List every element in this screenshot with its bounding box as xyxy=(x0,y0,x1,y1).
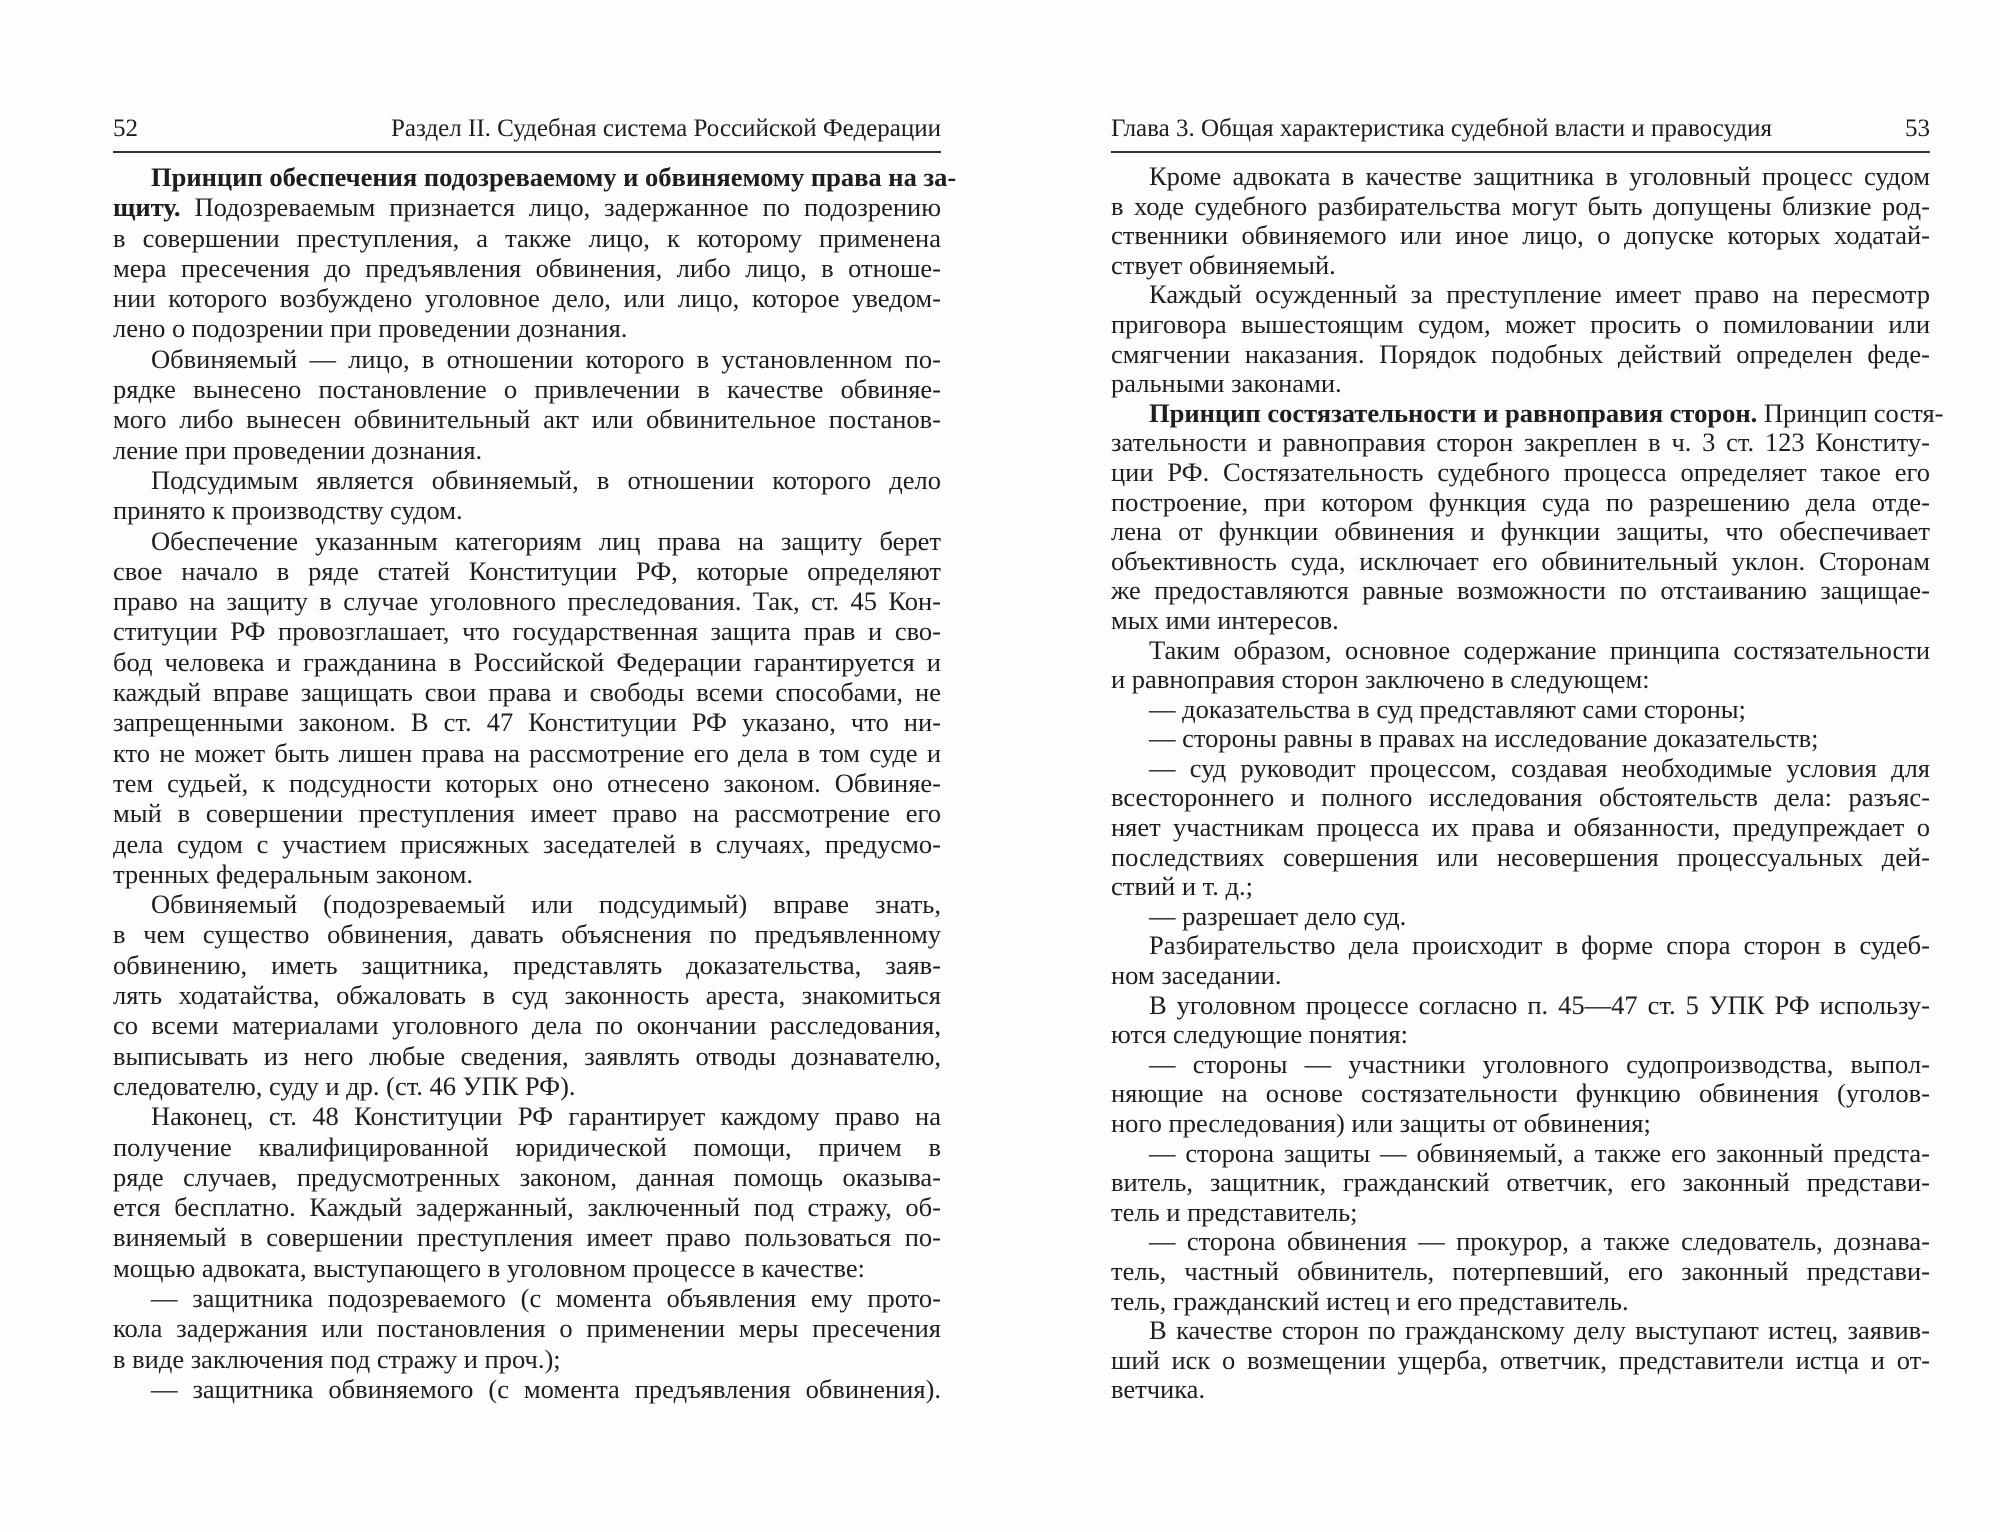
text-line xyxy=(113,1374,941,1404)
section-title: Раздел II. Судебная система Российской Федерации xyxy=(391,115,941,142)
text-line xyxy=(1111,1050,1930,1080)
text-line xyxy=(113,1192,941,1222)
text-line xyxy=(113,1313,941,1343)
text-line xyxy=(113,1132,941,1162)
line-text: построение, при котором функция суда по разрешению дела отде- xyxy=(1111,486,1930,517)
page-number: 53 xyxy=(1905,115,1930,142)
line-text: принято к производству судом. xyxy=(113,495,463,526)
line-text: ший иск о возмещении ущерба, ответчик, представители истца и от- xyxy=(1111,1344,1930,1375)
line-text: мого либо вынесен обвинительный акт или обвинительное постанов- xyxy=(113,404,941,435)
text-line xyxy=(1111,1198,1930,1228)
text-line xyxy=(113,980,941,1010)
line-text: право на защиту в случае уголовного преследования. Так, ст. 45 Кон- xyxy=(113,586,941,617)
header-rule xyxy=(1111,151,1930,153)
text-line xyxy=(1111,310,1930,340)
text-line xyxy=(113,1344,941,1374)
text-line xyxy=(1111,251,1930,281)
line-text: в совершении преступления, а также лицо, к которому применена xyxy=(113,222,941,253)
bold-heading: Принцип обеспечения подозреваемому и обвиняемому права на за- xyxy=(151,162,957,192)
text-line xyxy=(1111,636,1930,666)
text-line xyxy=(1111,280,1930,310)
text-line xyxy=(113,1010,941,1040)
line-text: запрещенными законом. В ст. 47 Конституции РФ указано, что ни- xyxy=(113,707,941,738)
line-text: — доказательства в суд представляют сами стороны; xyxy=(1149,693,1746,724)
line-text: мых ими интересов. xyxy=(1111,604,1339,635)
text-line xyxy=(113,647,941,677)
line-text: получение квалифицированной юридической помощи, причем в xyxy=(113,1131,941,1162)
line-text: смягчении наказания. Порядок подобных действий определен феде- xyxy=(1111,338,1930,369)
text-line xyxy=(113,404,941,434)
line-text: В уголовном процессе согласно п. 45—47 ст. 5 УПК РФ использу- xyxy=(1149,989,1930,1020)
line-text: тем судьей, к подсудности которых оно отнесено законом. Обвиняе- xyxy=(113,767,941,798)
line-text: лено о подозрении при проведении дознания. xyxy=(113,313,628,344)
text-line xyxy=(1111,606,1930,636)
line-text: Наконец, ст. 48 Конституции РФ гарантирует каждому право на xyxy=(151,1101,941,1132)
running-head xyxy=(1111,112,1930,146)
line-text: выписывать из него любые сведения, заявлять отводы дознавателю, xyxy=(113,1040,941,1071)
line-text: тель, частный обвинитель, потерпевший, его законный представи- xyxy=(1111,1255,1930,1286)
line-text: всестороннего и полного исследования обстоятельств дела: разъяс- xyxy=(1111,782,1930,813)
line-text: же предоставляются равные возможности по отстаиванию защищае- xyxy=(1111,575,1930,606)
line-text: тель и представитель; xyxy=(1111,1196,1358,1227)
line-text: — суд руководит процессом, создавая необходимые условия для xyxy=(1149,752,1930,783)
line-text: ральными законами. xyxy=(1111,368,1342,399)
text-line xyxy=(113,738,941,768)
text-line xyxy=(113,616,941,646)
line-text: нии которого возбуждено уголовное дело, или лицо, которое уведом- xyxy=(113,283,941,314)
line-text: следователю, суду и др. (ст. 46 УПК РФ). xyxy=(113,1070,576,1101)
text-line xyxy=(1111,991,1930,1021)
running-head xyxy=(113,112,941,146)
line-text: ствий и т. д.; xyxy=(1111,871,1253,902)
line-text: приговора вышестоящим судом, может просить о помиловании или xyxy=(1111,308,1930,339)
line-text: каждый вправе защищать свои права и свободы всеми способами, не xyxy=(113,677,941,708)
text-line xyxy=(113,192,941,222)
text-line xyxy=(1111,1287,1930,1317)
text-line xyxy=(1111,1109,1930,1139)
line-text: тренных федеральным законом. xyxy=(113,858,474,889)
text-line xyxy=(113,889,941,919)
line-text: мощью адвоката, выступающего в уголовном процессе в качестве: xyxy=(113,1252,865,1283)
text-line xyxy=(1111,1346,1930,1376)
text-line xyxy=(113,1071,941,1101)
line-text: со всеми материалами уголовного дела по окончании расследования, xyxy=(113,1010,941,1041)
text-line xyxy=(113,556,941,586)
line-text: и равноправия сторон заключено в следующем: xyxy=(1111,664,1650,695)
text-line xyxy=(1111,547,1930,577)
line-text: Подозреваемым признается лицо, задержанное по подозрению xyxy=(180,192,941,223)
line-text: — стороны — участники уголовного судопроизводства, выпол- xyxy=(1149,1048,1930,1079)
text-line xyxy=(113,253,941,283)
text-line xyxy=(1111,488,1930,518)
line-text: последствиях совершения или несовершения процессуальных дей- xyxy=(1111,841,1930,872)
line-text: Обеспечение указанным категориям лиц права на защиту берет xyxy=(151,525,941,556)
text-line xyxy=(1111,340,1930,370)
line-text: кола задержания или постановления о применении меры пресечения xyxy=(113,1313,941,1344)
line-text: лять ходатайства, обжаловать в суд законность ареста, знакомиться xyxy=(113,980,941,1011)
text-line xyxy=(113,768,941,798)
text-line xyxy=(113,586,941,616)
text-line xyxy=(1111,961,1930,991)
text-line xyxy=(113,1162,941,1192)
line-text: объективность суда, исключает его обвинительный уклон. Сторонам xyxy=(1111,545,1930,576)
text-line xyxy=(1111,843,1930,873)
text-line xyxy=(1111,1168,1930,1198)
line-text: Принцип состя- xyxy=(1757,397,1944,428)
text-line xyxy=(113,495,941,525)
line-text: ного преследования) или защиты от обвинения; xyxy=(1111,1108,1651,1138)
line-text: ном заседании. xyxy=(1111,960,1282,991)
text-line xyxy=(1111,931,1930,961)
text-line xyxy=(1111,1139,1930,1169)
text-line xyxy=(113,223,941,253)
line-text: витель, защитник, гражданский ответчик, его законный представи- xyxy=(1111,1167,1930,1198)
line-text: обвинению, иметь защитника, представлять доказательства, заяв- xyxy=(113,949,941,980)
line-text: Обвиняемый (подозреваемый или подсудимый) вправе знать, xyxy=(151,889,941,920)
line-text: В качестве сторон по гражданскому делу выступают истец, заявив- xyxy=(1149,1315,1930,1346)
line-text: — сторона защиты — обвиняемый, а также его законный предста- xyxy=(1149,1137,1930,1168)
line-text: ется бесплатно. Каждый задержанный, заключенный под стражу, об- xyxy=(113,1192,941,1223)
header-rule xyxy=(113,151,941,153)
chapter-title: Глава 3. Общая характеристика судебной власти и правосудия xyxy=(1111,115,1773,142)
line-text: — сторона обвинения — прокурор, а также следователь, дознава- xyxy=(1149,1226,1930,1257)
line-text: ституции РФ провозглашает, что государственная защита прав и сво- xyxy=(113,616,941,647)
line-text: Обвиняемый — лицо, в отношении которого в установленном по- xyxy=(151,343,941,374)
text-line xyxy=(113,465,941,495)
line-text: в чем существо обвинения, давать объяснения по предъявленному xyxy=(113,919,941,950)
text-line xyxy=(1111,1257,1930,1287)
text-line xyxy=(113,919,941,949)
text-line xyxy=(1111,369,1930,399)
text-line xyxy=(1111,1227,1930,1257)
line-text: виняемый в совершении преступления имеет право пользоваться по- xyxy=(113,1222,941,1253)
line-text: ствует обвиняемый. xyxy=(1111,249,1336,280)
line-text: бод человека и гражданина в Российской Федерации гарантируется и xyxy=(113,646,941,677)
text-line xyxy=(1111,813,1930,843)
line-text: Разбирательство дела происходит в форме спора сторон в судеб- xyxy=(1149,930,1930,961)
text-line xyxy=(1111,872,1930,902)
text-line xyxy=(1111,162,1930,192)
line-text: рядке вынесено постановление о привлечении в качестве обвиняе- xyxy=(113,374,941,405)
text-line xyxy=(113,1283,941,1313)
text-line xyxy=(113,1041,941,1071)
text-line xyxy=(113,435,941,465)
line-text: в виде заключения под стражу и проч.); xyxy=(113,1343,561,1374)
text-line xyxy=(1111,695,1930,725)
bold-heading: щиту. xyxy=(113,192,181,223)
page-body xyxy=(1111,161,1944,1405)
line-text: ственники обвиняемого или иное лицо, о допуске которых ходатай- xyxy=(1111,220,1930,251)
text-line xyxy=(113,1101,941,1131)
text-line xyxy=(113,859,941,889)
text-line xyxy=(1111,192,1930,222)
line-text: Кроме адвоката в качестве защитника в уголовный процесс судом xyxy=(1149,161,1930,191)
text-line xyxy=(113,283,941,313)
text-line xyxy=(1111,902,1930,932)
line-text: ветчика. xyxy=(1111,1374,1206,1405)
line-text: ции РФ. Состязательность судебного процесса определяет такое его xyxy=(1111,456,1930,487)
line-text: в ходе судебного разбирательства могут быть допущены близкие род- xyxy=(1111,190,1930,221)
line-text: кто не может быть лишен права на рассмотрение его дела в том суде и xyxy=(113,737,941,768)
text-line xyxy=(113,162,957,192)
text-line xyxy=(113,1222,941,1252)
line-text: Каждый осужденный за преступление имеет право на пересмотр xyxy=(1149,279,1930,310)
text-line xyxy=(1111,517,1930,547)
text-line xyxy=(1111,754,1930,784)
text-line xyxy=(1111,1079,1930,1109)
line-text: — разрешает дело суд. xyxy=(1149,900,1407,931)
line-text: мера пресечения до предъявления обвинения, либо лицо, в отноше- xyxy=(113,252,941,283)
text-line xyxy=(113,313,941,343)
bold-heading: Принцип состязательности и равноправия сторон. xyxy=(1149,397,1758,428)
line-text: Подсудимым является обвиняемый, в отношении которого дело xyxy=(151,464,941,495)
text-line xyxy=(113,526,941,556)
line-text: няет участникам процесса их права и обязанности, предупреждает о xyxy=(1111,812,1930,843)
text-line xyxy=(1111,221,1930,251)
line-text: ряде случаев, предусмотренных законом, данная помощь оказыва- xyxy=(113,1161,941,1192)
line-text: Таким образом, основное содержание принципа состязательности xyxy=(1149,634,1930,665)
text-line xyxy=(1111,1375,1930,1405)
text-line xyxy=(1111,1316,1930,1346)
line-text: няющие на основе состязательности функцию обвинения (уголов- xyxy=(1111,1078,1930,1109)
line-text: лена от функции обвинения и функции защиты, что обеспечивает xyxy=(1111,516,1930,547)
text-line xyxy=(1111,458,1930,488)
text-line xyxy=(1111,428,1930,458)
page-body xyxy=(113,162,957,1404)
text-line xyxy=(113,344,941,374)
line-text: мый в совершении преступления имеет право на рассмотрение его xyxy=(113,798,941,829)
text-line xyxy=(1111,783,1930,813)
line-text: ление при проведении дознания. xyxy=(113,434,483,465)
right-page xyxy=(1111,0,1944,1532)
page-number: 52 xyxy=(113,115,138,142)
text-line xyxy=(113,950,941,980)
text-line xyxy=(1111,1020,1930,1050)
text-line xyxy=(1111,576,1930,606)
line-text: — защитника обвиняемого (с момента предъявления обвинения). xyxy=(151,1373,941,1404)
text-line xyxy=(113,1253,941,1283)
text-line xyxy=(113,677,941,707)
line-text: — защитника подозреваемого (с момента объявления ему прото- xyxy=(151,1282,941,1313)
text-line xyxy=(113,707,941,737)
line-text: ются следующие понятия: xyxy=(1111,1019,1408,1050)
text-line xyxy=(113,798,941,828)
line-text: тель, гражданский истец и его представитель. xyxy=(1111,1285,1629,1316)
line-text: — стороны равны в правах на исследование доказательств; xyxy=(1149,723,1819,754)
left-page xyxy=(113,0,957,1532)
line-text: свое начало в ряде статей Конституции РФ, которые определяют xyxy=(113,555,941,586)
text-line xyxy=(113,829,941,859)
text-line xyxy=(1111,724,1930,754)
text-line xyxy=(1111,665,1930,695)
text-line xyxy=(1111,397,1944,429)
text-line xyxy=(113,374,941,404)
line-text: дела судом с участием присяжных заседателей в случаях, предусмо- xyxy=(113,828,941,859)
line-text: зательности и равноправия сторон закреплен в ч. 3 ст. 123 Конститу- xyxy=(1111,427,1930,458)
